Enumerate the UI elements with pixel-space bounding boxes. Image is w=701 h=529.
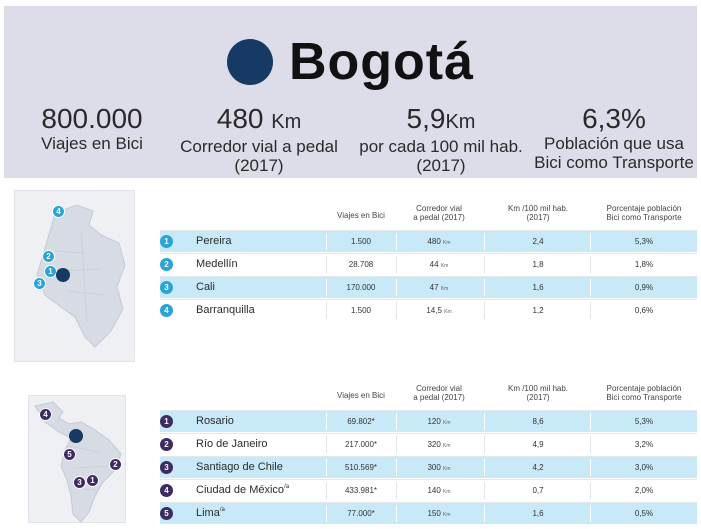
lat-col-corredor-header-2: a pedal (2017) [413,393,465,402]
porc-cell: 3,0% [634,463,654,472]
city-name [196,300,326,321]
cell-divider [590,413,591,430]
corredor-value: 47 [429,283,439,292]
porc-cell: 0,6% [634,306,654,315]
stat-corredor-unit: Km [271,111,302,133]
corredor-cell [400,254,478,275]
city-name [196,503,326,524]
cell-divider [396,505,397,522]
table-row [160,230,697,252]
corredor-unit: Km [440,286,449,292]
corredor-cell [400,231,478,252]
viajes-cell: 170.000 [346,283,376,292]
stat-corredor-number: 480 [216,103,264,134]
porc-cell: 2,0% [634,486,654,495]
corredor-value: 320 [427,440,441,449]
lat-col-km-header-2: (2017) [526,393,550,402]
corredor-value: 14,5 [426,306,442,315]
col-corredor-header-2: a pedal (2017) [413,213,465,222]
city-label: Santiago de Chile [196,461,283,473]
cell-divider [484,279,485,296]
cell-divider [326,302,327,319]
corredor-cell [400,480,478,501]
cell-divider [326,459,327,476]
latam-table [160,384,697,524]
table-row [160,276,697,298]
col-km-header-2: (2017) [526,213,550,222]
map-pin-bogota-latam [69,429,83,443]
map-pin-medellin: 2 [42,250,55,263]
stat-viajes-value: 800.000 [41,103,143,134]
stat-km-hab-year: (2017) [416,156,466,175]
city-label: Río de Janeiro [196,438,268,450]
lat-col-porc-header-1: Porcentaje población [606,384,682,393]
table-row [160,456,697,478]
km-cell: 0,7 [532,486,544,495]
city-label: Ciudad de México [196,484,285,496]
viajes-cell: 28.708 [348,260,374,269]
map-pin-rosario: 1 [86,474,99,487]
stat-km-hab-value [352,104,530,137]
header-banner [4,6,697,178]
lat-col-km-header [490,384,586,402]
col-porc-header-2: Bici como Transporte [606,213,682,222]
row-number-badge: 4 [160,484,173,497]
km-cell: 4,2 [532,463,544,472]
city-name [196,434,326,455]
corredor-cell [400,411,478,432]
cell-divider [484,256,485,273]
lat-col-porc-header [592,384,696,402]
stat-viajes [26,104,158,153]
cell-divider [396,413,397,430]
cell-divider [590,505,591,522]
corredor-cell [400,457,478,478]
km-cell: 2,4 [532,237,544,246]
stat-km-hab-number: 5,9 [406,103,446,134]
corredor-unit: Km [443,443,451,449]
table-row [160,433,697,455]
corredor-value: 150 [427,509,441,518]
table-row [160,479,697,501]
cell-divider [396,459,397,476]
map-pin-bogota [56,268,70,282]
colombia-map-shape [15,191,136,363]
cell-divider [326,279,327,296]
city-label: Rosario [196,415,234,427]
cell-divider [484,459,485,476]
page-title: Bogotá [288,33,475,91]
city-label: Barranquilla [196,304,255,316]
porc-cell: 3,2% [634,440,654,449]
row-number-badge: 2 [160,438,173,451]
km-cell: 1,2 [532,306,544,315]
stat-km-hab [352,104,530,175]
row-number-badge: 3 [160,281,173,294]
colombia-table-header [160,204,697,229]
map-pin-cali: 3 [33,277,46,290]
stat-viajes-label: Viajes en Bici [41,134,143,153]
col-km-header [490,204,586,222]
corredor-cell [400,300,478,321]
map-pin-lima: 5 [63,448,76,461]
col-viajes-header: Viajes en Bici [337,211,385,220]
row-number-badge: 2 [160,258,173,271]
km-cell: 8,6 [532,417,544,426]
viajes-cell: 433.981* [344,486,378,495]
porc-cell: 0,9% [634,283,654,292]
viajes-cell: 77.000* [347,509,375,518]
colombia-map [14,190,135,362]
row-number-badge: 1 [160,235,173,248]
city-label: Cali [196,281,215,293]
km-cell: 1,8 [532,260,544,269]
col-km-header-1: Km /100 mil hab. [507,204,569,213]
row-number-badge: 5 [160,507,173,520]
city-name [196,277,326,298]
porc-cell: 0,5% [634,509,654,518]
map-pin-santiago: 3 [73,476,86,489]
latam-table-header [160,384,697,409]
map-pin-pereira: 1 [44,265,57,278]
corredor-cell [400,503,478,524]
corredor-unit: Km [443,489,451,495]
cell-divider [484,233,485,250]
km-cell: 4,9 [532,440,544,449]
table-row [160,502,697,524]
corredor-unit: Km [443,240,451,246]
cell-divider [326,436,327,453]
cell-divider [590,459,591,476]
stat-corredor [170,104,348,175]
lat-col-corredor-header-1: Corredor vial [416,384,462,393]
cell-divider [396,436,397,453]
km-cell: 1,6 [532,509,544,518]
table-row [160,410,697,432]
stat-poblacion-value: 6,3% [582,103,646,134]
viajes-cell: 510.569* [344,463,378,472]
corredor-value: 140 [427,486,441,495]
col-corredor-header-1: Corredor vial [416,204,462,213]
corredor-unit: Km [443,466,451,472]
corredor-unit: Km [443,420,451,426]
cell-divider [590,233,591,250]
corredor-unit: Km [443,512,451,518]
map-pin-mexico: 4 [39,408,52,421]
cell-divider [590,256,591,273]
viajes-cell: 1.500 [350,237,372,246]
cell-divider [396,279,397,296]
corredor-value: 44 [429,260,439,269]
stat-km-hab-label: por cada 100 mil hab. [359,137,523,156]
city-name [196,254,326,275]
city-label: Pereira [196,235,232,247]
colombia-table-body [160,230,697,321]
table-row [160,299,697,321]
bogota-dot-icon [227,39,273,85]
city-footnote: /a [219,507,225,513]
city-label: Medellín [196,258,238,270]
cell-divider [484,436,485,453]
corredor-value: 300 [427,463,441,472]
colombia-table [160,204,697,321]
corredor-value: 120 [427,417,441,426]
cell-divider [326,256,327,273]
cell-divider [396,482,397,499]
corredor-unit: Km [440,263,449,269]
cell-divider [396,233,397,250]
city-name [196,457,326,478]
row-number-badge: 3 [160,461,173,474]
viajes-cell: 217.000* [344,440,378,449]
cell-divider [590,482,591,499]
porc-cell: 5,3% [634,417,654,426]
corredor-cell [400,277,478,298]
cell-divider [484,413,485,430]
stat-poblacion [534,104,694,172]
stat-poblacion-label-2: Bici como Transporte [534,153,694,172]
porc-cell: 5,3% [634,237,654,246]
viajes-cell: 69.802* [347,417,375,426]
cell-divider [484,482,485,499]
lat-col-viajes-header: Viajes en Bici [337,391,385,400]
lat-col-porc-header-2: Bici como Transporte [606,393,682,402]
stat-poblacion-label: Población que usa [544,134,684,153]
map-pin-rio: 2 [109,458,122,471]
col-porc-header [592,204,696,222]
cell-divider [326,505,327,522]
row-number-badge: 4 [160,304,173,317]
km-cell: 1,6 [532,283,544,292]
cell-divider [396,256,397,273]
corredor-unit: Km [444,309,452,315]
cell-divider [590,279,591,296]
lat-col-km-header-1: Km /100 mil hab. [507,384,569,393]
cell-divider [396,302,397,319]
latam-table-body [160,410,697,524]
cell-divider [326,413,327,430]
cell-divider [326,233,327,250]
porc-cell: 1,8% [634,260,654,269]
viajes-cell: 1.500 [350,306,372,315]
col-porc-header-1: Porcentaje población [606,204,682,213]
row-number-badge: 1 [160,415,173,428]
map-pin-barranquilla: 4 [52,205,65,218]
lat-col-corredor-header [400,384,478,402]
city-name [196,411,326,432]
city-footnote: /a [284,484,290,490]
corredor-cell [400,434,478,455]
city-label: Lima [196,507,220,519]
latam-map [28,395,126,523]
stat-corredor-value [170,104,348,137]
title-row [4,32,697,92]
cell-divider [484,505,485,522]
city-name [196,480,326,501]
cell-divider [484,302,485,319]
city-name [196,231,326,252]
cell-divider [590,302,591,319]
cell-divider [326,482,327,499]
corredor-value: 480 [427,237,441,246]
cell-divider [590,436,591,453]
stat-corredor-label: Corredor vial a pedal [180,137,338,156]
stat-corredor-year: (2017) [234,156,284,175]
table-row [160,253,697,275]
stat-km-hab-unit: Km [445,111,476,133]
col-corredor-header [400,204,478,222]
